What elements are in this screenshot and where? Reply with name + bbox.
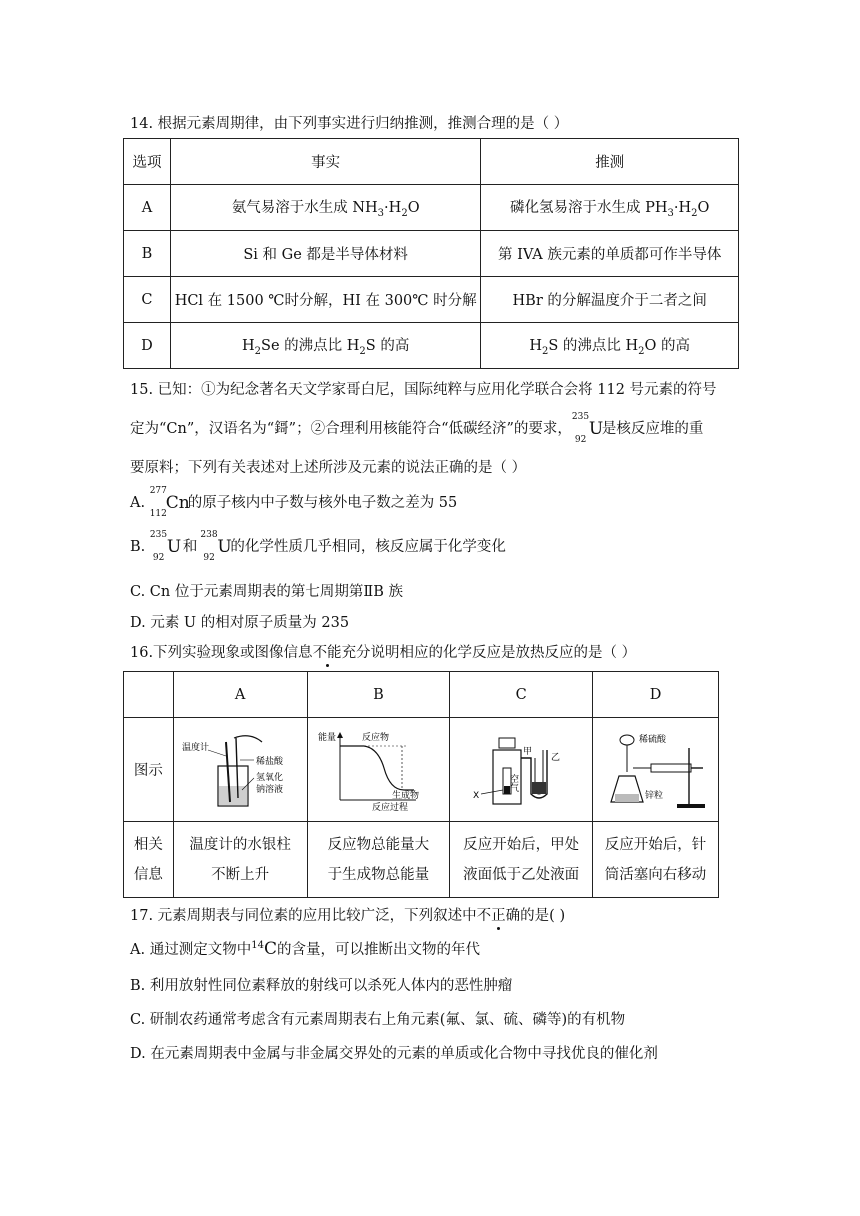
q15-option-b <box>130 530 506 564</box>
q16-stem <box>130 641 636 662</box>
isotope-z: 92 <box>152 553 165 563</box>
isotope-mass: 277 <box>149 486 167 496</box>
q14-guess-d: $H_2S$ 的沸点比 $H_2O$ 的高 <box>481 323 739 369</box>
label-jia: 甲 <box>523 746 533 757</box>
isotope-z: 112 <box>149 509 167 519</box>
figure-a <box>173 718 307 822</box>
q16-info-c: 反应开始后，甲处液面低于乙处液面 <box>450 822 593 898</box>
q16-table <box>123 671 719 898</box>
option-text: 的化学性质几乎相同，核反应属于化学变化 <box>230 539 506 555</box>
label-thermometer: 温度计 <box>182 742 210 753</box>
label-reaction-process: 反应过程 <box>372 802 409 812</box>
isotope-symbol: U <box>588 419 604 439</box>
q16-info-row <box>124 822 719 898</box>
isotope-mass: 14 <box>251 940 264 952</box>
q14-fact-b: Si 和 Ge 都是半导体材料 <box>170 231 480 277</box>
label-zinc: 锌粒 <box>644 790 663 801</box>
q14-option-d: D <box>124 323 171 369</box>
q16-figure-row <box>124 718 719 822</box>
q14-guess-a: 磷化氢易溶于水生成 $PH_3\cdot H_2O$ <box>481 185 739 231</box>
label-energy: 能量 <box>318 732 337 743</box>
isotope-z: 92 <box>574 435 587 445</box>
isotope-u238 <box>200 530 230 564</box>
q16-header-c: C <box>450 672 593 718</box>
table-row <box>124 231 739 277</box>
table-row <box>124 185 739 231</box>
stem-text: 的是( ) <box>520 908 566 924</box>
emphasized-text: 不正确 <box>476 908 521 924</box>
isotope-symbol: C <box>263 939 277 959</box>
isotope-mass: 238 <box>200 530 218 540</box>
q17-option-a <box>130 938 480 959</box>
q15-line-1: 15. 已知：①为纪念著名天文学家哥白尼，国际纯粹与应用化学联合会将 112 号元素的符号 <box>130 382 717 398</box>
q14-table <box>123 138 739 369</box>
q14-fact-a: 氨气易溶于水生成 $NH_3\cdot H_2O$ <box>170 185 480 231</box>
figure-c <box>450 718 593 822</box>
label-dilute-h2so4: 稀硫酸 <box>638 734 666 745</box>
option-text: 的含量，可以推断出文物的年代 <box>276 942 480 958</box>
syringe-flask-diagram <box>597 728 715 812</box>
q16-info-a: 温度计的水银柱不断上升 <box>173 822 307 898</box>
q14-header-row <box>124 139 739 185</box>
isotope-symbol: Cn <box>165 493 190 513</box>
label-reactant: 反应物 <box>362 732 390 743</box>
q15-option-c: C. Cn 位于元素周期表的第七周期第ⅡB 族 <box>130 584 403 600</box>
q16-header-a: A <box>173 672 307 718</box>
isotope-cn277 <box>150 486 188 520</box>
q14-option-b: B <box>124 231 171 277</box>
table-row <box>124 277 739 323</box>
isotope-mass: 235 <box>571 412 590 422</box>
option-text: 和 <box>182 539 198 555</box>
isotope-u235 <box>572 412 602 446</box>
q14-guess-b: 第 IVA 族元素的单质都可作半导体 <box>481 231 739 277</box>
stem-text: 16.下列实验现象或图像信息 <box>130 645 313 661</box>
q15-option-a <box>130 486 457 520</box>
option-letter: B. <box>130 539 150 555</box>
label-dilute-hcl: 稀盐酸 <box>256 756 284 767</box>
figure-b <box>307 718 450 822</box>
q17-option-c: C. 研制农药通常考虑含有元素周期表右上角元素(氟、氯、硫、磷等)的有机物 <box>130 1012 626 1028</box>
q14-fact-c: HCl 在 1500 ℃时分解，HI 在 300℃ 时分解 <box>170 277 480 323</box>
q14-option-a: A <box>124 185 171 231</box>
q14-header-fact: 事实 <box>170 139 480 185</box>
label-naoh-2: 钠溶液 <box>256 784 284 795</box>
q17-stem <box>130 904 565 925</box>
label-product: 生成物 <box>392 790 420 801</box>
q16-row-label-figure: 图示 <box>124 718 174 822</box>
q14-option-c: C <box>124 277 171 323</box>
q16-header-b: B <box>307 672 450 718</box>
stem-text: 充分说明相应的化学反应是放热反应的是（ ） <box>341 645 637 661</box>
q14-guess-c: HBr 的分解温度介于二者之间 <box>481 277 739 323</box>
stem-text: 17. 元素周期表与同位素的应用比较广泛，下列叙述中 <box>130 908 477 924</box>
figure-d <box>593 718 719 822</box>
q14-fact-d: $H_2Se$ 的沸点比 $H_2S$ 的高 <box>170 323 480 369</box>
q16-header-d: D <box>593 672 719 718</box>
q15-line-2-b: 是核反应堆的重 <box>601 421 704 437</box>
q17-option-d: D. 在元素周期表中金属与非金属交界处的元素的单质或化合物中寻找优良的催化剂 <box>130 1046 658 1062</box>
energy-diagram <box>316 728 440 812</box>
table-row <box>124 323 739 369</box>
isotope-symbol: U <box>166 537 182 557</box>
thermometer-beaker-diagram <box>180 728 300 812</box>
label-yi: 乙 <box>551 752 561 763</box>
q15-line-3: 要原料；下列有关表述对上述所涉及元素的说法正确的是（ ） <box>130 460 527 476</box>
q16-info-d: 反应开始后，针筒活塞向右移动 <box>593 822 719 898</box>
isotope-mass: 235 <box>149 530 168 540</box>
label-air: 空气 <box>508 773 519 792</box>
q16-row-label-info: 相关信息 <box>124 822 174 898</box>
q15-line-2 <box>130 412 703 446</box>
option-letter: A. <box>130 495 150 511</box>
q15-option-d: D. 元素 U 的相对原子质量为 235 <box>130 615 350 631</box>
option-text: A. 通过测定文物中 <box>130 942 252 958</box>
isotope-z: 92 <box>203 553 215 563</box>
isotope-u235 <box>150 530 180 564</box>
q14-stem: 14. 根据元素周期律，由下列事实进行归纳推测，推测合理的是（ ） <box>130 116 569 132</box>
q17-option-b: B. 利用放射性同位素释放的射线可以杀死人体内的恶性肿瘤 <box>130 978 513 994</box>
u-tube-diagram <box>459 728 583 812</box>
option-text: 的原子核内中子数与核外电子数之差为 55 <box>187 495 458 511</box>
q16-header-row <box>124 672 719 718</box>
q15-line-2-a: 定为“Cn”，汉语名为“鎶”；②合理利用核能符合“低碳经济”的要求， <box>130 421 572 437</box>
emphasized-text: 不能 <box>312 645 342 661</box>
q14-header-guess: 推测 <box>481 139 739 185</box>
q16-header-blank <box>124 672 174 718</box>
q16-info-b: 反应物总能量大于生成物总能量 <box>307 822 450 898</box>
label-x: X <box>473 790 480 801</box>
isotope-symbol: U <box>217 537 232 557</box>
q14-header-option: 选项 <box>124 139 171 185</box>
label-naoh-1: 氢氧化 <box>256 772 284 783</box>
